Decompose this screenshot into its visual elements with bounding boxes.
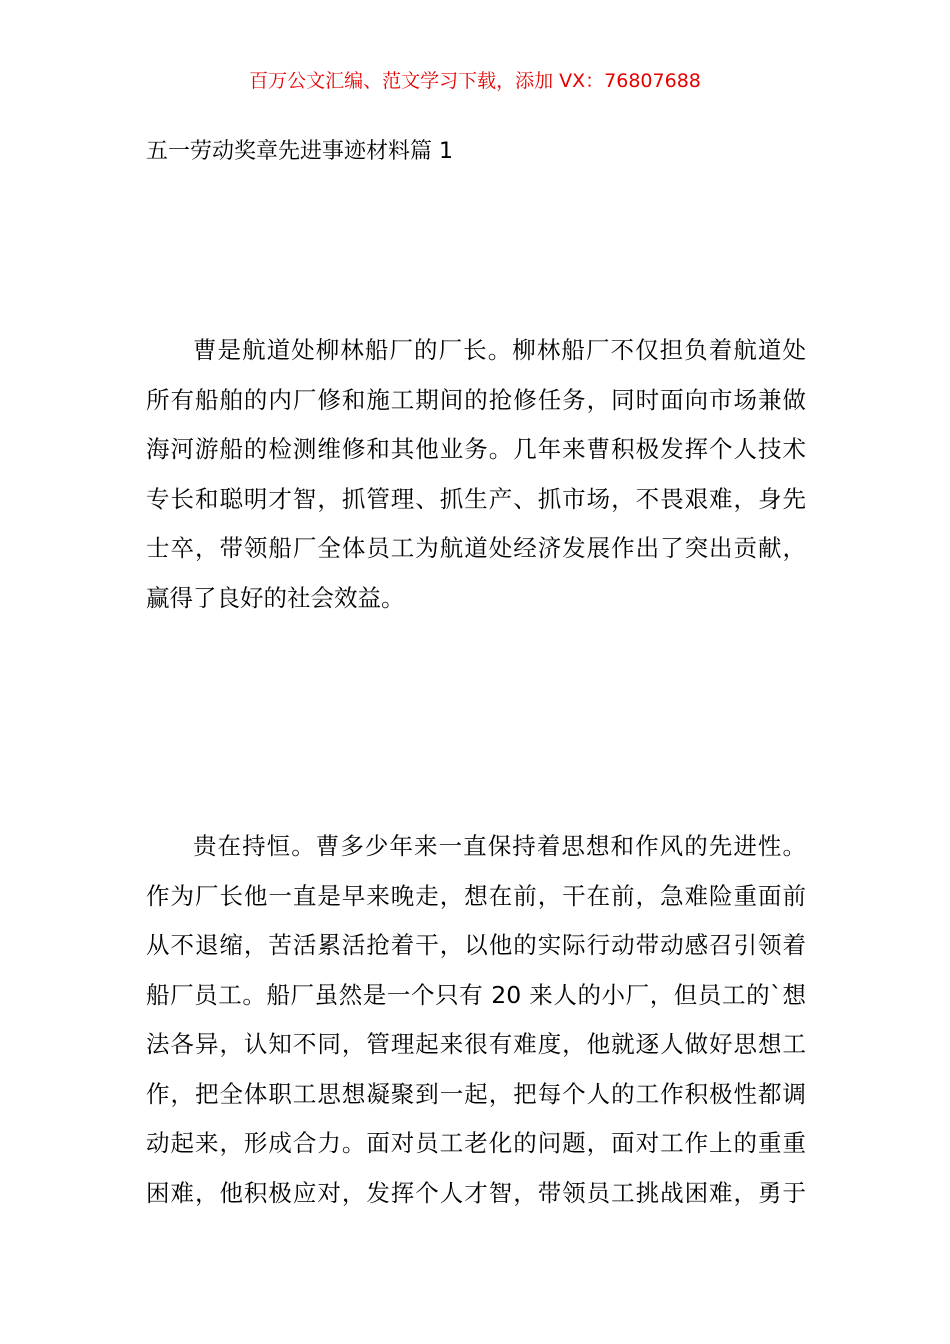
paragraph-line: 船厂员工。船厂虽然是一个只有 20 来人的小厂，但员工的`想: [146, 980, 806, 1009]
paragraph-line: 所有船舶的内厂修和施工期间的抢修任务，同时面向市场兼做: [146, 385, 806, 414]
paragraph-line: 海河游船的检测维修和其他业务。几年来曹积极发挥个人技术: [146, 435, 806, 463]
header-note: 百万公文汇编、范文学习下载，添加 VX：76807688: [249, 70, 701, 92]
paragraph-line: 法各异，认知不同，管理起来很有难度，他就逐人做好思想工: [146, 1030, 806, 1058]
paragraph-2: [146, 822, 806, 1218]
paragraph-line: 士卒，带领船厂全体员工为航道处经济发展作出了突出贡献，: [146, 534, 806, 562]
paragraph-1: [146, 326, 806, 623]
paragraph-line: 动起来，形成合力。面对员工老化的问题，面对工作上的重重: [146, 1129, 806, 1157]
paragraph-line: 从不退缩，苦活累活抢着干，以他的实际行动带动感召引领着: [146, 931, 806, 959]
paragraph-line: 困难，他积极应对，发挥个人才智，带领员工挑战困难，勇于: [146, 1178, 806, 1207]
paragraph-line: 赢得了良好的社会效益。: [146, 583, 405, 612]
paragraph-line: 贵在持恒。曹多少年来一直保持着思想和作风的先进性。: [193, 832, 806, 860]
paragraph-line: 专长和聪明才智，抓管理、抓生产、抓市场，不畏艰难，身先: [146, 484, 806, 513]
document-title: 五一劳动奖章先进事迹材料篇 1: [146, 139, 453, 164]
paragraph-line: 作，把全体职工思想凝聚到一起，把每个人的工作积极性都调: [146, 1079, 806, 1108]
paragraph-line: 曹是航道处柳林船厂的厂长。柳林船厂不仅担负着航道处: [193, 336, 806, 364]
paragraph-line: 作为厂长他一直是早来晚走，想在前，干在前，急难险重面前: [146, 881, 806, 910]
